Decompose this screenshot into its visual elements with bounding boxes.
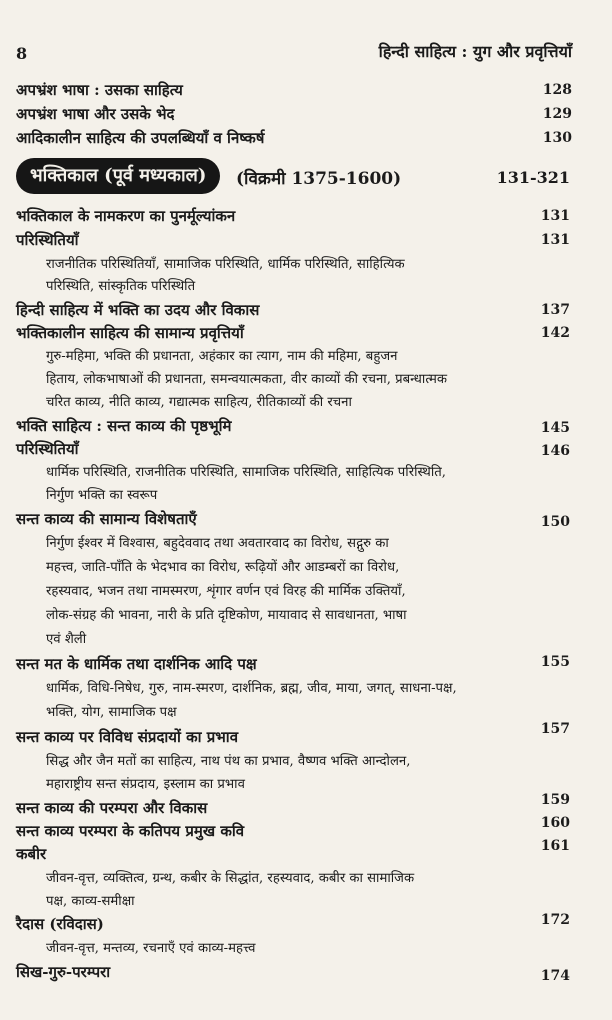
- toc-entry-desc: निर्गुण ईश्वर में विश्वास, बहुदेववाद तथा अवतारवाद का विरोध, सद्गुरु का: [46, 536, 389, 551]
- toc-entry-page: 146: [540, 443, 570, 459]
- toc-entry-desc: पक्ष, काव्य-समीक्षा: [46, 894, 135, 909]
- toc-entry-page: 137: [540, 302, 570, 318]
- toc-entry-title: सन्त मत के धार्मिक तथा दार्शनिक आदि पक्ष: [16, 655, 257, 673]
- toc-entry-page: 159: [540, 792, 570, 808]
- page-number: 8: [16, 44, 28, 63]
- toc-entry-title: भक्ति साहित्य : सन्त काव्य की पृष्ठभूमि: [16, 417, 232, 435]
- toc-entry-page: 131: [540, 208, 570, 224]
- toc-entry-title: सन्त काव्य की परम्परा और विकास: [16, 799, 208, 817]
- toc-entry-page: 131: [540, 232, 570, 248]
- toc-entry-desc: जीवन-वृत्त, मन्तव्य, रचनाएँ एवं काव्य-महत्त्व: [46, 941, 256, 956]
- toc-entry-desc: महत्त्व, जाति-पाँति के भेदभाव का विरोध, रूढ़ियों और आडम्बरों का विरोध,: [46, 560, 400, 575]
- toc-entry-desc: धार्मिक परिस्थिति, राजनीतिक परिस्थिति, सामाजिक परिस्थिति, साहित्यिक परिस्थिति,: [46, 465, 446, 480]
- toc-entry-desc: हिताय, लोकभाषाओं की प्रधानता, समन्वयात्मकता, वीर काव्यों की रचना, प्रबन्धात्मक: [46, 372, 448, 387]
- toc-entry-desc: परिस्थिति, सांस्कृतिक परिस्थिति: [46, 279, 196, 294]
- toc-entry-title: परिस्थितियाँ: [16, 440, 79, 458]
- toc-entry-title: सन्त काव्य परम्परा के कतिपय प्रमुख कवि: [16, 822, 245, 840]
- toc-entry-desc: रहस्यवाद, भजन तथा नामस्मरण, शृंगार वर्णन एवं विरह की मार्मिक उक्तियाँ,: [46, 584, 406, 599]
- toc-entry-desc: सिद्ध और जैन मतों का साहित्य, नाथ पंथ का प्रभाव, वैष्णव भक्ति आन्दोलन,: [46, 754, 411, 769]
- toc-entry-desc: निर्गुण भक्ति का स्वरूप: [46, 488, 158, 503]
- toc-entry-title: कबीर: [16, 845, 47, 863]
- toc-entry-title: अपभ्रंश भाषा : उसका साहित्य: [16, 81, 183, 99]
- toc-entry-desc: महाराष्ट्रीय सन्त संप्रदाय, इस्लाम का प्रभाव: [46, 777, 245, 792]
- toc-entry-page: 130: [542, 130, 572, 146]
- toc-entry-title: सन्त काव्य पर विविध संप्रदायों का प्रभाव: [16, 728, 239, 746]
- toc-entry-title: भक्तिकाल के नामकरण का पुनर्मूल्यांकन: [16, 207, 236, 225]
- toc-entry-desc: गुरु-महिमा, भक्ति की प्रधानता, अहंकार का त्याग, नाम की महिमा, बहुजन: [46, 349, 398, 364]
- toc-entry-title: सन्त काव्य की सामान्य विशेषताएँ: [16, 510, 197, 528]
- toc-entry-page: 150: [540, 514, 570, 530]
- toc-entry-desc: जीवन-वृत्त, व्यक्तित्व, ग्रन्थ, कबीर के सिद्धांत, रहस्यवाद, कबीर का सामाजिक: [46, 871, 415, 886]
- toc-entry-desc: भक्ति, योग, सामाजिक पक्ष: [46, 705, 177, 720]
- toc-entry-page: 128: [542, 82, 572, 98]
- toc-entry-desc: धार्मिक, विधि-निषेध, गुरु, नाम-स्मरण, दार्शनिक, ब्रह्म, जीव, माया, जगत्, साधना-पक्ष,: [46, 681, 457, 696]
- toc-entry-page: 160: [540, 815, 570, 831]
- toc-entry-title: अपभ्रंश भाषा और उसके भेद: [16, 105, 175, 123]
- toc-entry-page: 157: [540, 721, 570, 737]
- toc-entry-page: 161: [540, 838, 570, 854]
- toc-entry-desc: एवं शैली: [46, 632, 87, 647]
- section-banner: भक्तिकाल (पूर्व मध्यकाल): [16, 158, 220, 194]
- toc-entry-desc: चरित काव्य, नीति काव्य, गद्यात्मक साहित्य, रीतिकाव्यों की रचना: [46, 395, 352, 410]
- toc-entry-page: 129: [542, 106, 572, 122]
- toc-entry-title: रैदास (रविदास): [16, 915, 104, 933]
- toc-entry-page: 155: [540, 654, 570, 670]
- toc-entry-page: 172: [540, 912, 570, 928]
- toc-entry-title: हिन्दी साहित्य में भक्ति का उदय और विकास: [16, 301, 260, 319]
- toc-entry-title: भक्तिकालीन साहित्य की सामान्य प्रवृत्तियाँ: [16, 324, 244, 342]
- toc-entry-title: आदिकालीन साहित्य की उपलब्धियाँ व निष्कर्ष: [16, 129, 265, 147]
- toc-entry-title: सिख-गुरु-परम्परा: [16, 963, 111, 981]
- toc-entry-desc: लोक-संग्रह की भावना, नारी के प्रति दृष्टिकोण, मायावाद से सावधानता, भाषा: [46, 608, 407, 623]
- toc-entry-page: 142: [540, 325, 570, 341]
- toc-entry-title: परिस्थितियाँ: [16, 231, 79, 249]
- section-page-range: 131-321: [496, 168, 570, 187]
- toc-entry-page: 174: [540, 968, 570, 984]
- toc-entry-desc: राजनीतिक परिस्थितियाँ, सामाजिक परिस्थिति, धार्मिक परिस्थिति, साहित्यिक: [46, 257, 405, 272]
- toc-entry-page: 145: [540, 420, 570, 436]
- section-era: (विक्रमी 1375-1600): [236, 169, 402, 189]
- running-title: हिन्दी साहित्य : युग और प्रवृत्तियाँ: [378, 42, 572, 61]
